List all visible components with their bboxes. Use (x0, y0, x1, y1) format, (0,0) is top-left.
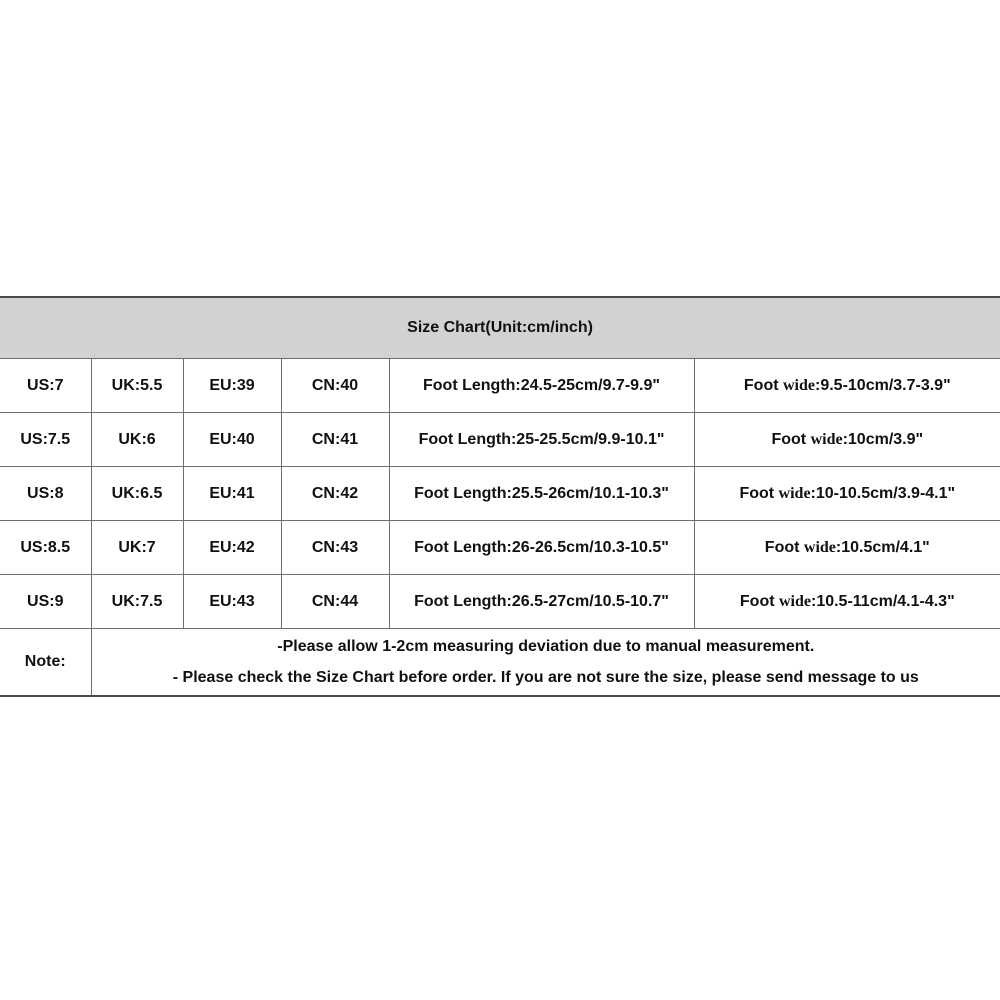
foot-wide-word: wide (803, 538, 836, 556)
foot-length-cell: Foot Length:25-25.5cm/9.9-10.1" (389, 413, 694, 467)
size-chart-table (0, 296, 1000, 697)
uk-size-cell: UK:5.5 (91, 359, 183, 413)
foot-wide-word: wide (778, 484, 811, 502)
us-size-cell: US:8.5 (0, 521, 91, 575)
foot-wide-value: :9.5-10cm/3.7-3.9" (815, 376, 951, 394)
note-line: - Please check the Size Chart before order. If you are not sure the size, please send message to us (172, 669, 919, 686)
foot-wide-cell (694, 521, 1000, 575)
foot-wide-cell (694, 359, 1000, 413)
foot-wide-value: :10cm/3.9" (842, 430, 924, 448)
foot-length-cell: Foot Length:26-26.5cm/10.3-10.5" (389, 521, 694, 575)
eu-size-cell: EU:43 (183, 575, 281, 629)
note-label: Note: (0, 629, 91, 697)
foot-wide-cell (694, 467, 1000, 521)
uk-size-cell: UK:6 (91, 413, 183, 467)
cn-size-cell: CN:40 (281, 359, 389, 413)
foot-length-cell: Foot Length:24.5-25cm/9.7-9.9" (389, 359, 694, 413)
size-chart-title: Size Chart(Unit:cm/inch) (0, 297, 1000, 359)
foot-wide-word: wide (778, 592, 811, 610)
table-row (0, 521, 1000, 575)
us-size-cell: US:9 (0, 575, 91, 629)
uk-size-cell: UK:6.5 (91, 467, 183, 521)
note-line: -Please allow 1-2cm measuring deviation due to manual measurement. (277, 638, 815, 655)
us-size-cell: US:7 (0, 359, 91, 413)
eu-size-cell: EU:39 (183, 359, 281, 413)
foot-wide-prefix: Foot (771, 430, 811, 448)
foot-length-cell: Foot Length:26.5-27cm/10.5-10.7" (389, 575, 694, 629)
foot-wide-word: wide (783, 376, 815, 394)
foot-length-cell: Foot Length:25.5-26cm/10.1-10.3" (389, 467, 694, 521)
table-row (0, 413, 1000, 467)
note-row (0, 629, 1000, 697)
uk-size-cell: UK:7 (91, 521, 183, 575)
foot-wide-value: :10.5-11cm/4.1-4.3" (810, 592, 955, 610)
foot-wide-cell (694, 575, 1000, 629)
eu-size-cell: EU:42 (183, 521, 281, 575)
cn-size-cell: CN:42 (281, 467, 389, 521)
table-row (0, 359, 1000, 413)
foot-wide-value: :10-10.5cm/3.9-4.1" (810, 484, 956, 502)
eu-size-cell: EU:41 (183, 467, 281, 521)
uk-size-cell: UK:7.5 (91, 575, 183, 629)
us-size-cell: US:7.5 (0, 413, 91, 467)
foot-wide-word: wide (810, 430, 843, 448)
cn-size-cell: CN:41 (281, 413, 389, 467)
note-content (91, 629, 1000, 697)
foot-wide-cell (694, 413, 1000, 467)
table-row (0, 467, 1000, 521)
foot-wide-prefix: Foot (739, 484, 779, 502)
table-row (0, 575, 1000, 629)
cn-size-cell: CN:44 (281, 575, 389, 629)
table-header-row (0, 297, 1000, 359)
foot-wide-prefix: Foot (764, 538, 804, 556)
cn-size-cell: CN:43 (281, 521, 389, 575)
foot-wide-prefix: Foot (739, 592, 779, 610)
us-size-cell: US:8 (0, 467, 91, 521)
foot-wide-prefix: Foot (743, 376, 783, 394)
foot-wide-value: :10.5cm/4.1" (835, 538, 930, 556)
eu-size-cell: EU:40 (183, 413, 281, 467)
